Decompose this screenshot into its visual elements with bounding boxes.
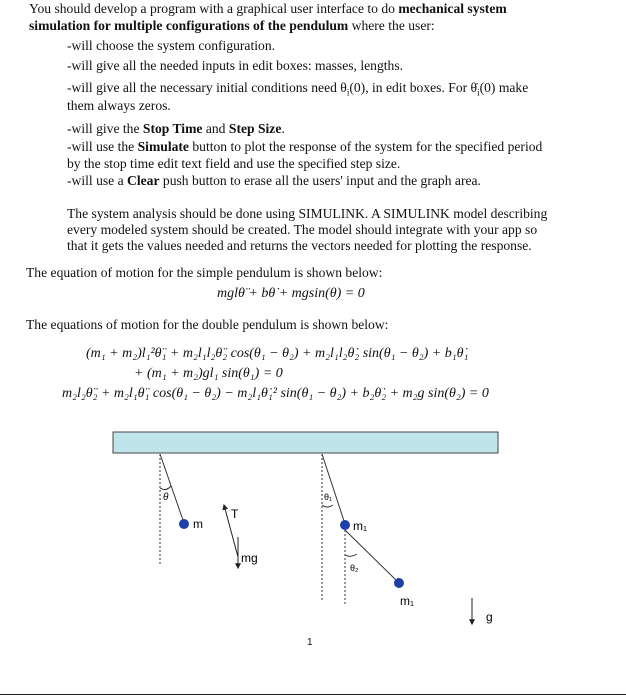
stop-time-label: Stop Time (142, 121, 203, 136)
theta2-label: θ₂ (350, 563, 359, 573)
pendulum-figure (0, 420, 626, 650)
clear-label: Clear (127, 173, 160, 188)
simple-pendulum-angle-arc (160, 486, 171, 490)
step-size-label: Step Size (228, 121, 282, 136)
mass1-upper-label: m₁ (353, 519, 368, 533)
bottom-rule (0, 694, 626, 695)
bullet-6 (67, 172, 481, 189)
double-pendulum-equation-1: (m₁ + m₂)l₁²θ̈₁ + m₂l₁l₂θ̈₂ cos(θ₁ − θ₂) + m₂l₁l₂θ̇₂ sin(θ₁ − θ₂) + b₁θ̇₁ (86, 346, 469, 361)
theta1-label: θ₁ (324, 492, 333, 502)
intro-line-1 (29, 0, 507, 17)
simple-pendulum-equation: mglθ̈ + bθ̇ + mgsin(θ) = 0 (217, 286, 365, 301)
bullet-3-cont: them always zeros. (67, 98, 171, 113)
bullet-3-b: (0), in edit boxes. For θ̇ (349, 80, 478, 95)
simple-pendulum-bob (179, 519, 189, 529)
bullet-5-a: -will use the (67, 139, 138, 154)
bullet-5-c: button to plot the response of the system for the specified period (188, 139, 543, 154)
analysis-line-1: The system analysis should be done using SIMULINK. A SIMULINK model describing (67, 206, 548, 221)
mass-label: m (193, 517, 203, 531)
double-pendulum-bob-1 (340, 520, 350, 530)
intro-line-2 (29, 17, 435, 34)
bullet-5 (67, 138, 542, 155)
bullet-3-a: -will give all the necessary initial conditions need θ (67, 80, 347, 95)
double-pendulum-angle-arc-2 (345, 554, 357, 556)
bullet-3-sub-b: i (477, 87, 480, 98)
double-pendulum-equation-3: m₂l₂θ̈₂ + m₂l₁θ̈₁ cos(θ₁ − θ₂) − m₂l₁θ̇₁² sin(θ₁ − θ₂) + b₂θ̇₂ + m₂g sin(θ₂) = 0 (62, 386, 489, 401)
bullet-4-e: . (281, 121, 285, 136)
simulate-label: Simulate (137, 139, 189, 154)
simple-pendulum-intro: The equation of motion for the simple pendulum is shown below: (26, 265, 383, 280)
bullet-6-c: push button to erase all the users' input and the graph area. (159, 173, 481, 188)
bullet-3-c: (0) make (479, 80, 529, 95)
intro-lead: You should develop a program with a graphical user interface to do (29, 1, 399, 16)
double-pendulum-rod-2 (345, 530, 399, 583)
double-pendulum-bob-2 (394, 578, 404, 588)
bullet-4-a: -will give the (67, 121, 143, 136)
bullet-6-a: -will use a (67, 173, 128, 188)
analysis-line-2: every modeled system should be created. The model should integrate with your app so (67, 222, 538, 237)
bullet-4 (67, 120, 285, 137)
double-pendulum-rod-1 (322, 454, 345, 524)
bullet-2: -will give all the needed inputs in edit boxes: masses, lengths. (67, 58, 404, 73)
simple-pendulum-rod (160, 454, 184, 523)
double-pendulum-intro: The equations of motion for the double pendulum is shown below: (26, 317, 389, 332)
double-pendulum-equation-2: + (m₁ + m₂)gl₁ sin(θ₁) = 0 (134, 366, 283, 381)
weight-label: mg (241, 551, 258, 565)
page-number: 1 (307, 637, 313, 648)
gravity-label: g (486, 610, 493, 624)
bullet-1: -will choose the system configuration. (67, 38, 276, 53)
analysis-line-3: that it gets the values needed and returns the vectors needed for plotting the response. (67, 238, 532, 253)
theta-label: θ (163, 492, 169, 503)
double-pendulum-angle-arc-1 (322, 505, 333, 507)
bullet-4-c: and (202, 121, 229, 136)
bullet-3-sub-a: i (346, 87, 350, 98)
intro-bold-1: mechanical system (398, 1, 507, 16)
mass1-lower-label: m₁ (400, 594, 415, 608)
ceiling-bar (113, 432, 498, 453)
intro-bold-2: simulation for multiple configurations of the pendulum (29, 18, 349, 33)
tension-label: T (231, 507, 239, 521)
bullet-5-cont: by the stop time edit text field and use the specified step size. (67, 156, 401, 171)
intro-tail: where the user: (348, 18, 435, 33)
